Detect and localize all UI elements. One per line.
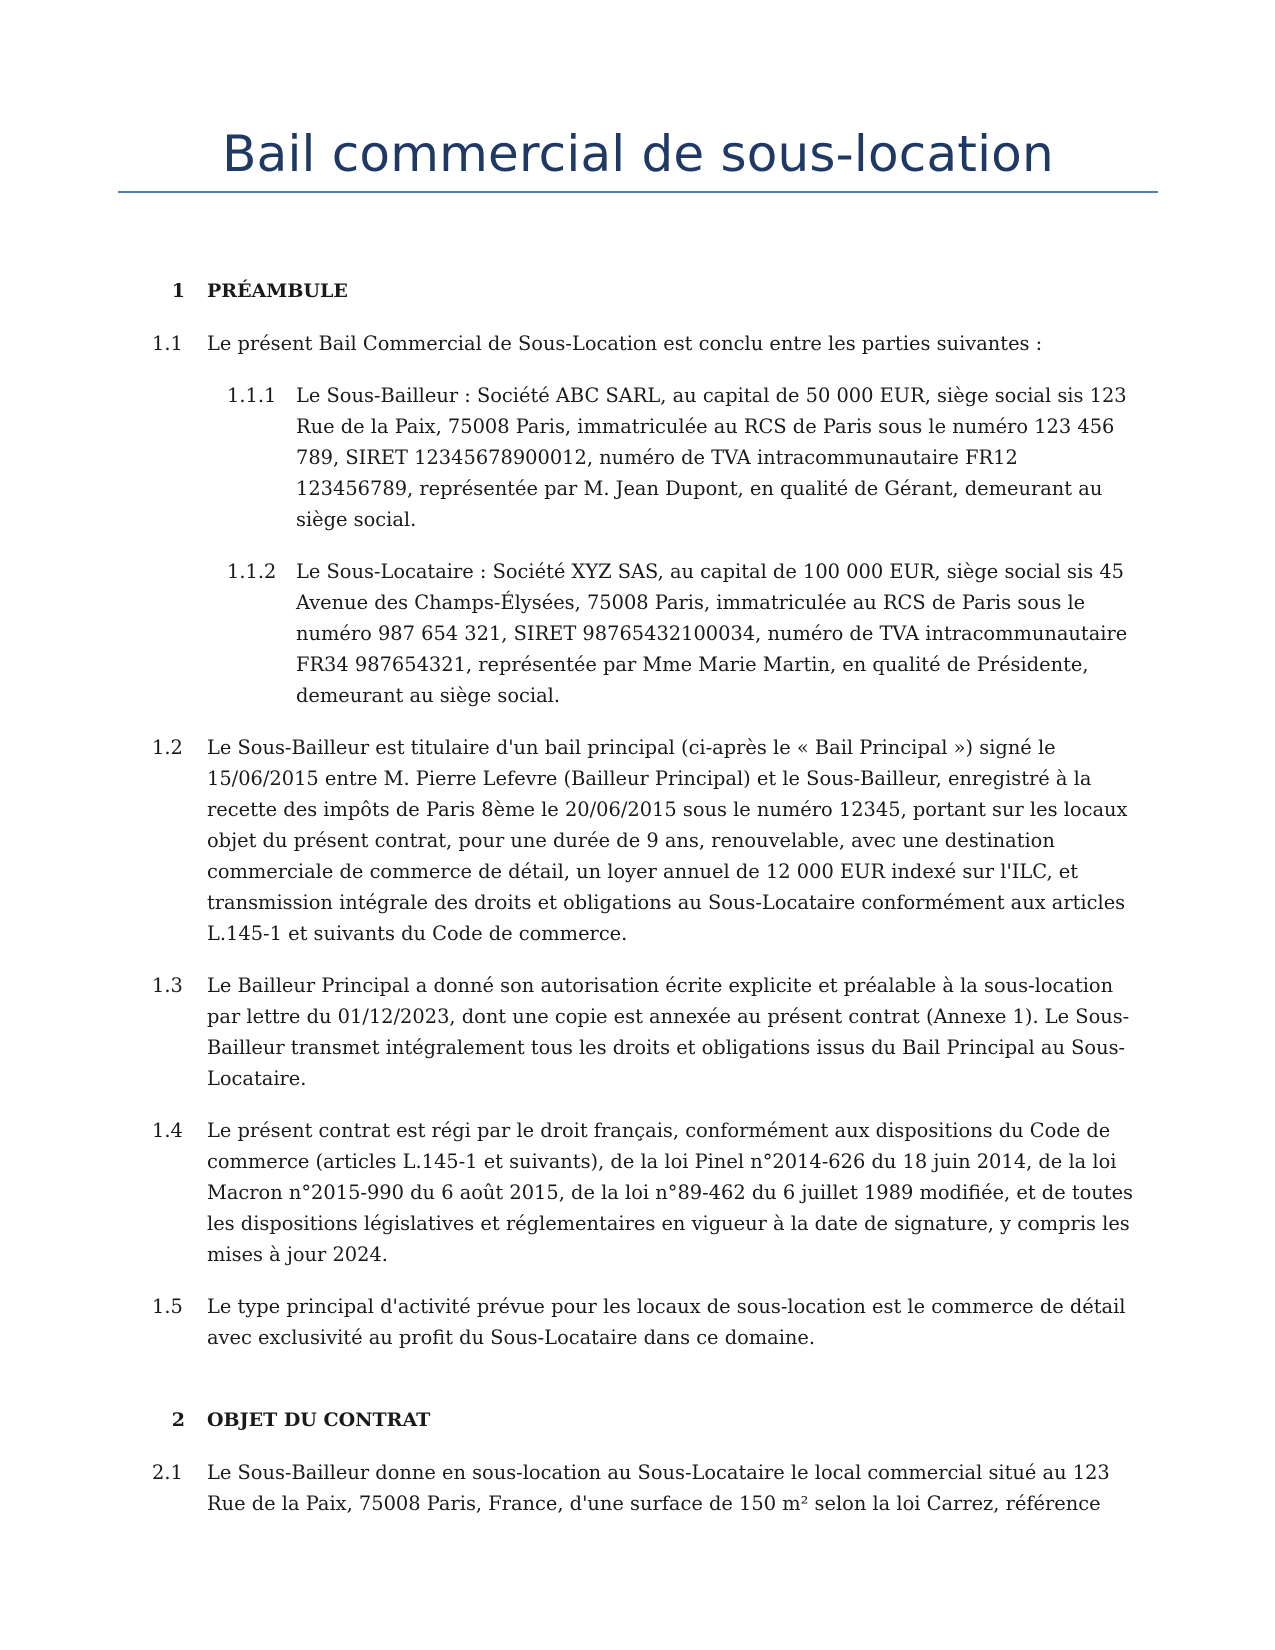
clause-text: Le type principal d'activité prévue pour les locaux de sous-location est le commerce de détail avec exclusivité au profit du Sous-Locataire dans ce domaine. bbox=[207, 1295, 1126, 1349]
clause-number: 1.2 bbox=[152, 736, 183, 759]
section-heading bbox=[0, 276, 1275, 307]
subclause bbox=[0, 556, 1137, 711]
subclause-number: 1.1.1 bbox=[227, 384, 277, 407]
clause-text: Le Sous-Bailleur donne en sous-location au Sous-Locataire le local commercial situé au 123 Rue de la Paix, 75008 Paris, France, d'une surface de 150 m² selon la loi Carrez, référence bbox=[207, 1461, 1110, 1515]
document-body bbox=[0, 276, 1275, 1519]
subclause bbox=[0, 380, 1137, 535]
title-underline bbox=[118, 191, 1158, 193]
clause-number: 2.1 bbox=[152, 1461, 183, 1484]
clause bbox=[0, 1291, 1137, 1353]
subclause-text: Le Sous-Locataire : Société XYZ SAS, au capital de 100 000 EUR, siège social sis 45 Avenue des Champs-Élysées, 75008 Paris, immatriculée au RCS de Paris sous le numéro 987 654 321, SIRET 98765432100034, numéro de TVA intracommunautaire FR34 987654321, représentée par Mme Marie Martin, en qualité de Présidente, demeurant au siège social. bbox=[296, 560, 1128, 707]
clause bbox=[0, 1115, 1137, 1270]
section-number: 1 bbox=[171, 280, 185, 302]
section-heading bbox=[0, 1405, 1275, 1436]
clause bbox=[0, 732, 1137, 949]
subclause-number: 1.1.2 bbox=[227, 560, 277, 583]
clause-text: Le Bailleur Principal a donné son autorisation écrite explicite et préalable à la sous-location par lettre du 01/12/2023, dont une copie est annexée au présent contrat (Annexe 1). Le Sous-Bailleur transmet intégralement tous les droits et obligations issus du Bail Principal au Sous-Locataire. bbox=[207, 974, 1130, 1090]
clause-number: 1.1 bbox=[152, 332, 183, 355]
clause bbox=[0, 1457, 1137, 1519]
clause-text: Le Sous-Bailleur est titulaire d'un bail principal (ci-après le « Bail Principal ») signé le 15/06/2015 entre M. Pierre Lefevre (Bailleur Principal) et le Sous-Bailleur, enregistré à la recette des impôts de Paris 8ème le 20/06/2015 sous le numéro 12345, portant sur les locaux objet du présent contrat, pour une durée de 9 ans, renouvelable, avec une destination commerciale de commerce de détail, un loyer annuel de 12 000 EUR indexé sur l'ILC, et transmission intégrale des droits et obligations au Sous-Locataire conformément aux articles L.145-1 et suivants du Code de commerce. bbox=[207, 736, 1128, 945]
clause bbox=[0, 328, 1137, 359]
document-title: Bail commercial de sous-location bbox=[222, 125, 1054, 183]
clause-number: 1.3 bbox=[152, 974, 183, 997]
clause-number: 1.4 bbox=[152, 1119, 183, 1142]
clause-text: Le présent Bail Commercial de Sous-Location est conclu entre les parties suivantes : bbox=[207, 332, 1043, 355]
clause bbox=[0, 970, 1137, 1094]
section-title: OBJET DU CONTRAT bbox=[207, 1409, 431, 1431]
section-title: PRÉAMBULE bbox=[207, 280, 348, 302]
clause-number: 1.5 bbox=[152, 1295, 183, 1318]
subclause-text: Le Sous-Bailleur : Société ABC SARL, au capital de 50 000 EUR, siège social sis 123 Rue de la Paix, 75008 Paris, immatriculée au RCS de Paris sous le numéro 123 456 789, SIRET 12345678900012, numéro de TVA intracommunautaire FR12 123456789, représentée par M. Jean Dupont, en qualité de Gérant, demeurant au siège social. bbox=[296, 384, 1127, 531]
section-number: 2 bbox=[171, 1409, 185, 1431]
clause-text: Le présent contrat est régi par le droit français, conformément aux dispositions du Code de commerce (articles L.145-1 et suivants), de la loi Pinel n°2014-626 du 18 juin 2014, de la loi Macron n°2015-990 du 6 août 2015, de la loi n°89-462 du 6 juillet 1989 modifiée, et de toutes les dispositions législatives et réglementaires en vigueur à la date de signature, y compris les mises à jour 2024. bbox=[207, 1119, 1134, 1266]
